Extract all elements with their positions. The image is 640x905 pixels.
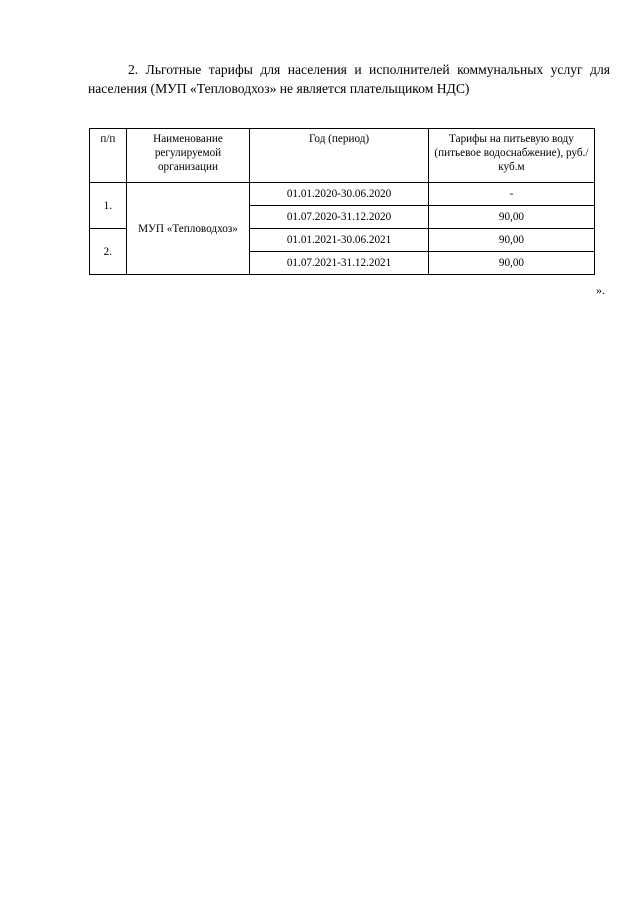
row-number-2: 2.: [90, 229, 127, 275]
table-header-row: [90, 129, 595, 183]
tariff-cell: 90,00: [428, 252, 594, 275]
header-tariff: Тарифы на питьевую воду (питьевое водоснабжение), руб./куб.м: [428, 129, 594, 183]
row-number-1: 1.: [90, 183, 127, 229]
period-cell: 01.07.2021-31.12.2021: [250, 252, 429, 275]
tariff-cell: 90,00: [428, 206, 594, 229]
header-period: Год (период): [250, 129, 429, 183]
closing-quote-mark: ».: [596, 283, 605, 297]
table-row: [90, 183, 595, 206]
tariff-cell: -: [428, 183, 594, 206]
header-organization: Наименование регулируемой организации: [126, 129, 249, 183]
period-cell: 01.01.2020-30.06.2020: [250, 183, 429, 206]
period-cell: 01.01.2021-30.06.2021: [250, 229, 429, 252]
tariff-table: [89, 128, 595, 275]
organization-name: МУП «Тепловодхоз»: [126, 183, 249, 275]
period-cell: 01.07.2020-31.12.2020: [250, 206, 429, 229]
section-heading-text: 2. Льготные тарифы для населения и исполнителей коммунальных услуг для населения (МУП «Тепловодхоз» не является плательщиком НДС): [88, 62, 610, 96]
header-number: п/п: [90, 129, 127, 183]
tariff-cell: 90,00: [428, 229, 594, 252]
section-heading: [88, 60, 610, 98]
